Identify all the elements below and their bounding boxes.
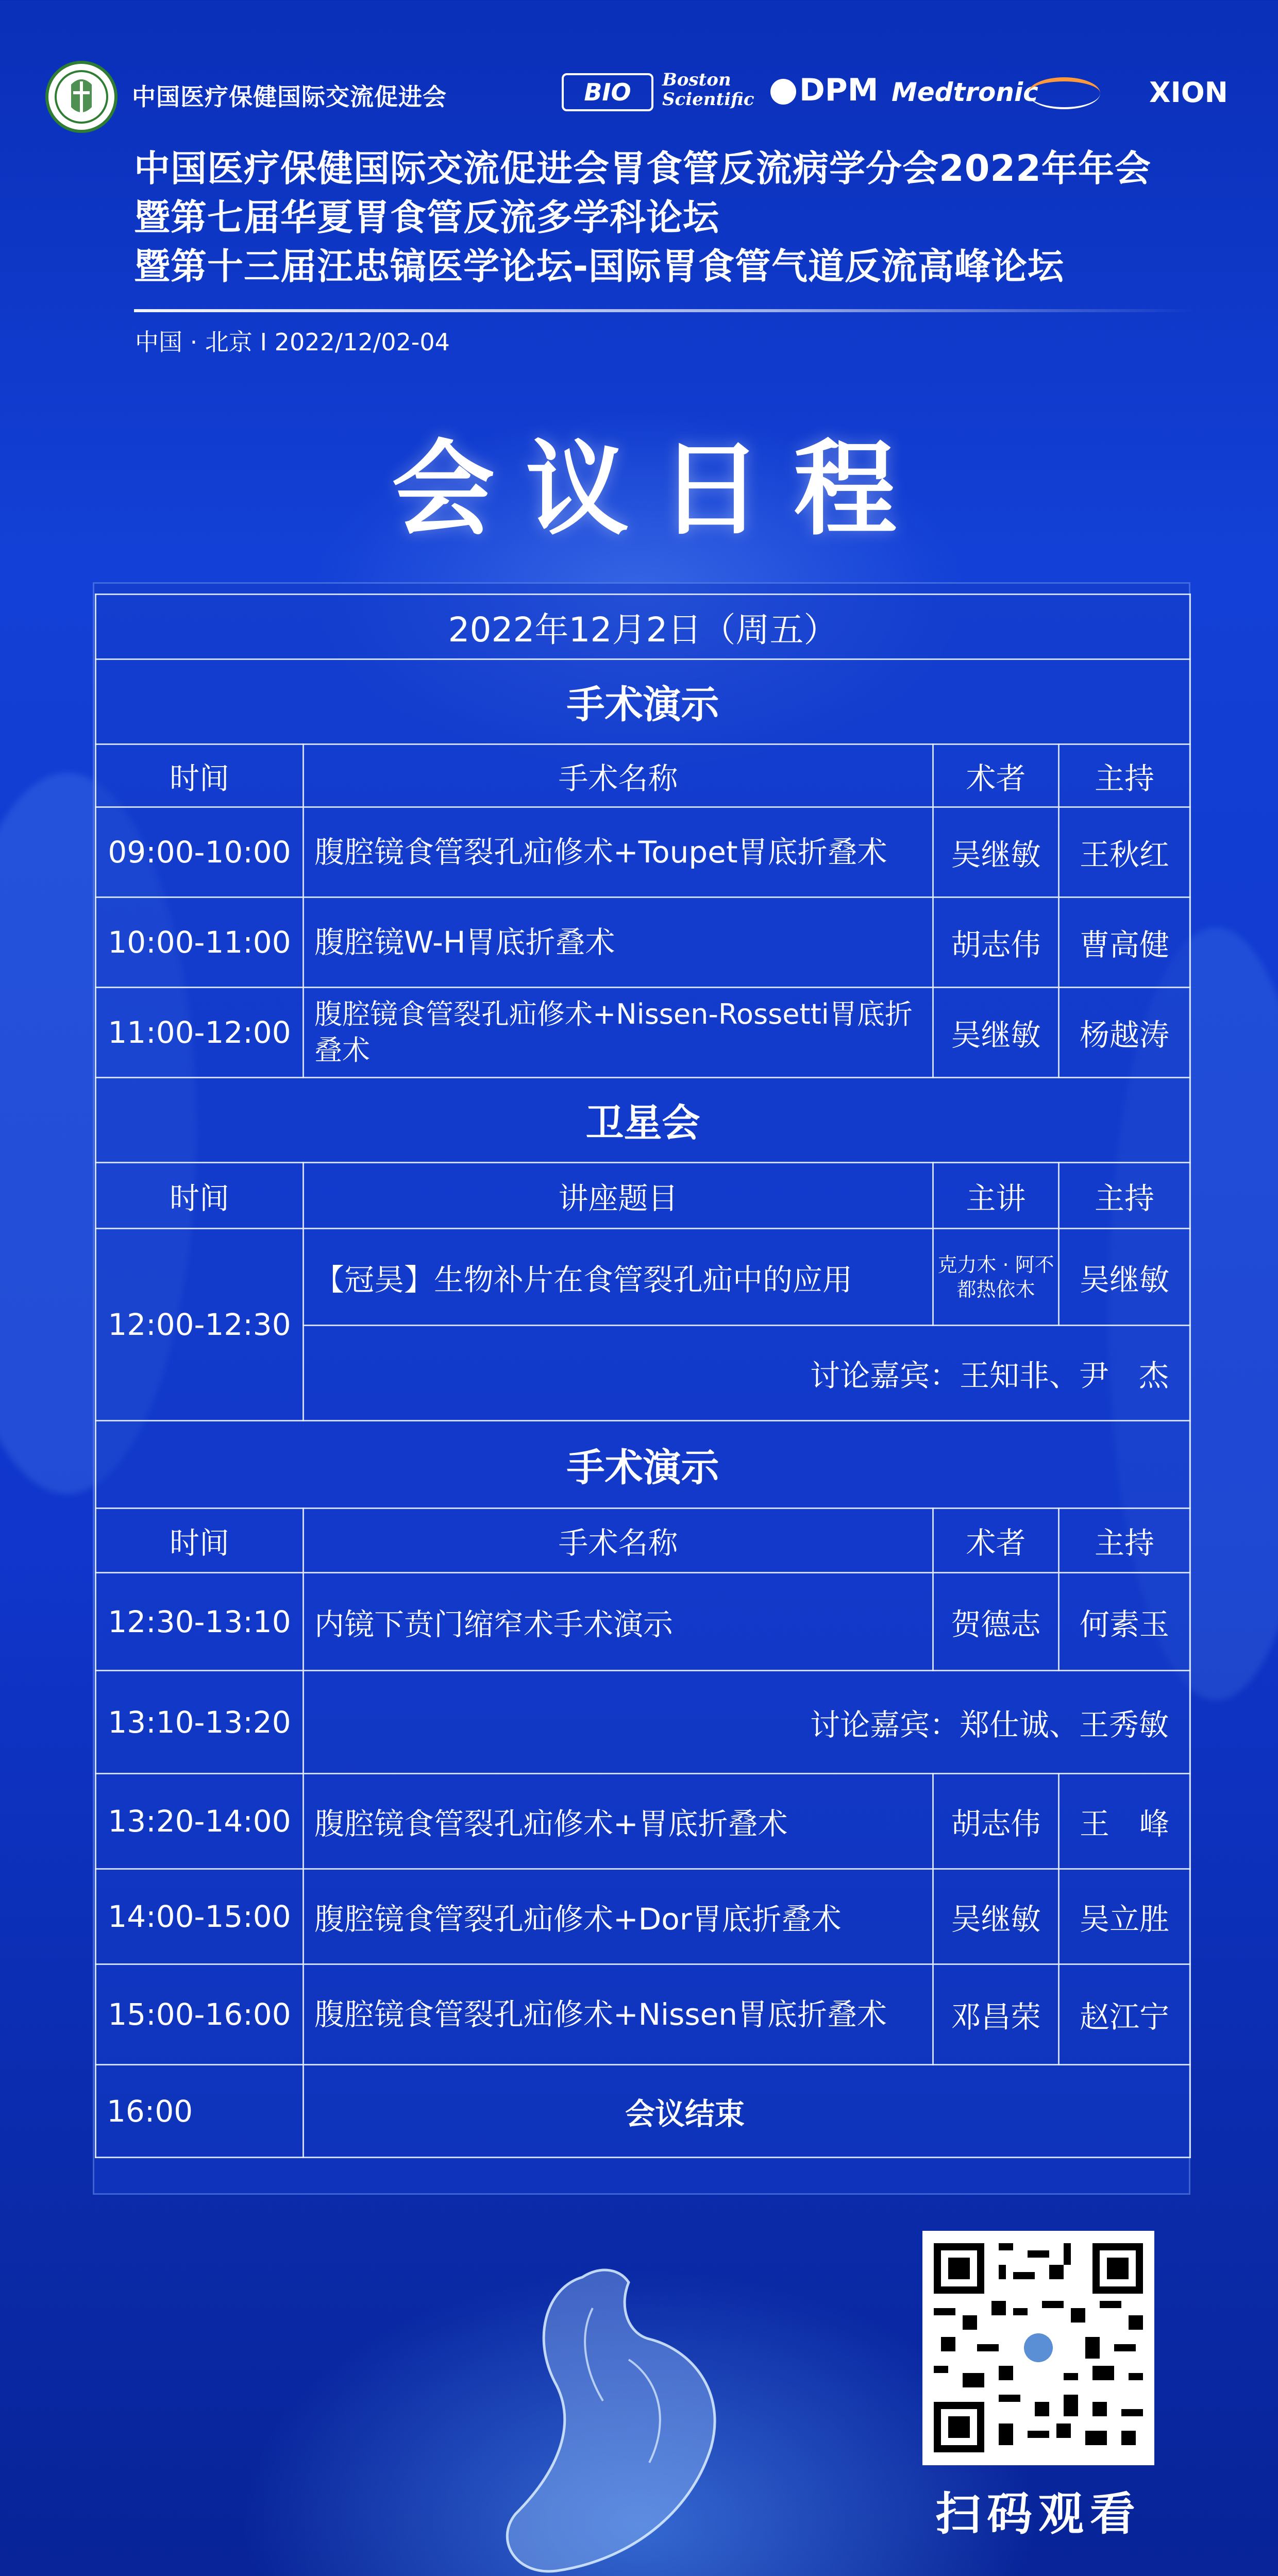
table-row bbox=[96, 1573, 1190, 1671]
discussion-row bbox=[96, 1671, 1190, 1774]
section-header-row bbox=[96, 1078, 1190, 1163]
row-surgery-name: 内镜下贲门缩窄术手术演示 bbox=[304, 1573, 933, 1671]
dpm-text: DPM bbox=[799, 72, 879, 108]
row-surgeon: 吴继敏 bbox=[933, 807, 1059, 897]
row-surgery-name: 腹腔镜食管裂孔疝修术+Nissen胃底折叠术 bbox=[304, 1964, 933, 2065]
row-surgery-name: 腹腔镜食管裂孔疝修术+胃底折叠术 bbox=[304, 1774, 933, 1869]
title-line-3: 暨第十三届汪忠镐医学论坛-国际胃食管气道反流高峰论坛 bbox=[134, 245, 1065, 287]
col-header-speaker: 主讲 bbox=[933, 1163, 1059, 1229]
col-header-time: 时间 bbox=[96, 1163, 304, 1229]
org-logo bbox=[45, 61, 117, 133]
row-host: 吴继敏 bbox=[1059, 1229, 1190, 1326]
sponsor-logo-medtronic: Medtronic bbox=[892, 77, 1038, 107]
qr-label: 扫码观看 bbox=[935, 2487, 1141, 2540]
sponsor-logo-wave bbox=[1028, 77, 1100, 109]
section-header-row bbox=[96, 1421, 1190, 1509]
row-time: 15:00-16:00 bbox=[96, 1964, 304, 2065]
row-host: 何素玉 bbox=[1059, 1573, 1190, 1671]
row-host: 赵江宁 bbox=[1059, 1964, 1190, 2065]
title-line-1: 中国医疗保健国际交流促进会胃食管反流病学分会2022年年会 bbox=[134, 147, 1151, 190]
column-header-row bbox=[96, 1163, 1190, 1229]
title-line-2: 暨第七届华夏胃食管反流多学科论坛 bbox=[134, 196, 719, 239]
stomach-illustration bbox=[361, 2205, 928, 2576]
section-title-satellite: 卫星会 bbox=[96, 1078, 1190, 1163]
row-surgeon: 胡志伟 bbox=[933, 1774, 1059, 1869]
row-time: 09:00-10:00 bbox=[96, 807, 304, 897]
sponsor-logo-xion: XION bbox=[1149, 76, 1228, 109]
date-row bbox=[96, 595, 1190, 659]
end-label: 会议结束 bbox=[304, 2065, 1190, 2158]
header-divider bbox=[134, 309, 1196, 312]
table-row bbox=[96, 807, 1190, 897]
row-surgeon: 贺德志 bbox=[933, 1573, 1059, 1671]
org-name: 中国医疗保健国际交流促进会 bbox=[132, 83, 447, 111]
table-row bbox=[96, 988, 1190, 1078]
section-title-surgery-1: 手术演示 bbox=[96, 659, 1190, 744]
sponsor-logo-boston-scientific: Boston Scientific bbox=[662, 70, 754, 110]
row-host: 王 峰 bbox=[1059, 1774, 1190, 1869]
row-time: 12:30-13:10 bbox=[96, 1573, 304, 1671]
page-title: 会议日程 bbox=[392, 430, 928, 550]
col-header-surgery-name: 手术名称 bbox=[304, 744, 933, 807]
row-surgeon: 吴继敏 bbox=[933, 988, 1059, 1078]
col-header-time: 时间 bbox=[96, 1509, 304, 1573]
qr-code-icon bbox=[934, 2242, 1143, 2453]
col-header-surgery-name: 手术名称 bbox=[304, 1509, 933, 1573]
row-time: 13:20-14:00 bbox=[96, 1774, 304, 1869]
table-row bbox=[96, 1774, 1190, 1869]
row-host: 王秋红 bbox=[1059, 807, 1190, 897]
row-surgeon: 吴继敏 bbox=[933, 1869, 1059, 1964]
table-row bbox=[96, 1869, 1190, 1964]
sponsor-logo-bio: BIO bbox=[562, 73, 653, 111]
row-surgery-name: 腹腔镜食管裂孔疝修术+Nissen-Rossetti胃底折叠术 bbox=[304, 988, 933, 1078]
table-row bbox=[96, 897, 1190, 988]
conference-titles bbox=[134, 144, 1216, 291]
sponsor-logos bbox=[562, 67, 1232, 124]
col-header-time: 时间 bbox=[96, 744, 304, 807]
row-time: 16:00 bbox=[96, 2065, 304, 2158]
row-time: 14:00-15:00 bbox=[96, 1869, 304, 1964]
col-header-host: 主持 bbox=[1059, 1509, 1190, 1573]
row-host: 吴立胜 bbox=[1059, 1869, 1190, 1964]
schedule-table bbox=[95, 594, 1191, 2158]
dpm-mark-icon bbox=[770, 79, 796, 105]
col-header-surgeon: 术者 bbox=[933, 744, 1059, 807]
row-time: 12:00-12:30 bbox=[96, 1229, 304, 1421]
row-speaker: 克力木 · 阿不都热依木 bbox=[933, 1229, 1059, 1326]
column-header-row bbox=[96, 744, 1190, 807]
col-header-host: 主持 bbox=[1059, 1163, 1190, 1229]
row-time: 11:00-12:00 bbox=[96, 988, 304, 1078]
end-row bbox=[96, 2065, 1190, 2158]
table-row bbox=[96, 1229, 1190, 1326]
col-header-topic: 讲座题目 bbox=[304, 1163, 933, 1229]
schedule-date: 2022年12月2日（周五） bbox=[96, 595, 1190, 659]
row-topic: 【冠昊】生物补片在食管裂孔疝中的应用 bbox=[304, 1229, 933, 1326]
column-header-row bbox=[96, 1509, 1190, 1573]
location-date: 中国 · 北京 I 2022/12/02-04 bbox=[135, 328, 450, 356]
row-surgeon: 邓昌荣 bbox=[933, 1964, 1059, 2065]
row-surgeon: 胡志伟 bbox=[933, 897, 1059, 988]
discussion-guests: 讨论嘉宾：郑仕诚、王秀敏 bbox=[304, 1671, 1190, 1774]
table-row bbox=[96, 1964, 1190, 2065]
row-surgery-name: 腹腔镜食管裂孔疝修术+Dor胃底折叠术 bbox=[304, 1869, 933, 1964]
sponsor-logo-dpm bbox=[770, 72, 879, 108]
section-title-surgery-2: 手术演示 bbox=[96, 1421, 1190, 1509]
section-header-row bbox=[96, 659, 1190, 744]
qr-code[interactable] bbox=[922, 2231, 1154, 2465]
row-surgery-name: 腹腔镜W-H胃底折叠术 bbox=[304, 897, 933, 988]
col-header-surgeon: 术者 bbox=[933, 1509, 1059, 1573]
row-time: 10:00-11:00 bbox=[96, 897, 304, 988]
row-host: 曹高健 bbox=[1059, 897, 1190, 988]
row-surgery-name: 腹腔镜食管裂孔疝修术+Toupet胃底折叠术 bbox=[304, 807, 933, 897]
row-host: 杨越涛 bbox=[1059, 988, 1190, 1078]
discussion-guests: 讨论嘉宾：王知非、尹 杰 bbox=[304, 1326, 1190, 1421]
row-time: 13:10-13:20 bbox=[96, 1671, 304, 1774]
col-header-host: 主持 bbox=[1059, 744, 1190, 807]
